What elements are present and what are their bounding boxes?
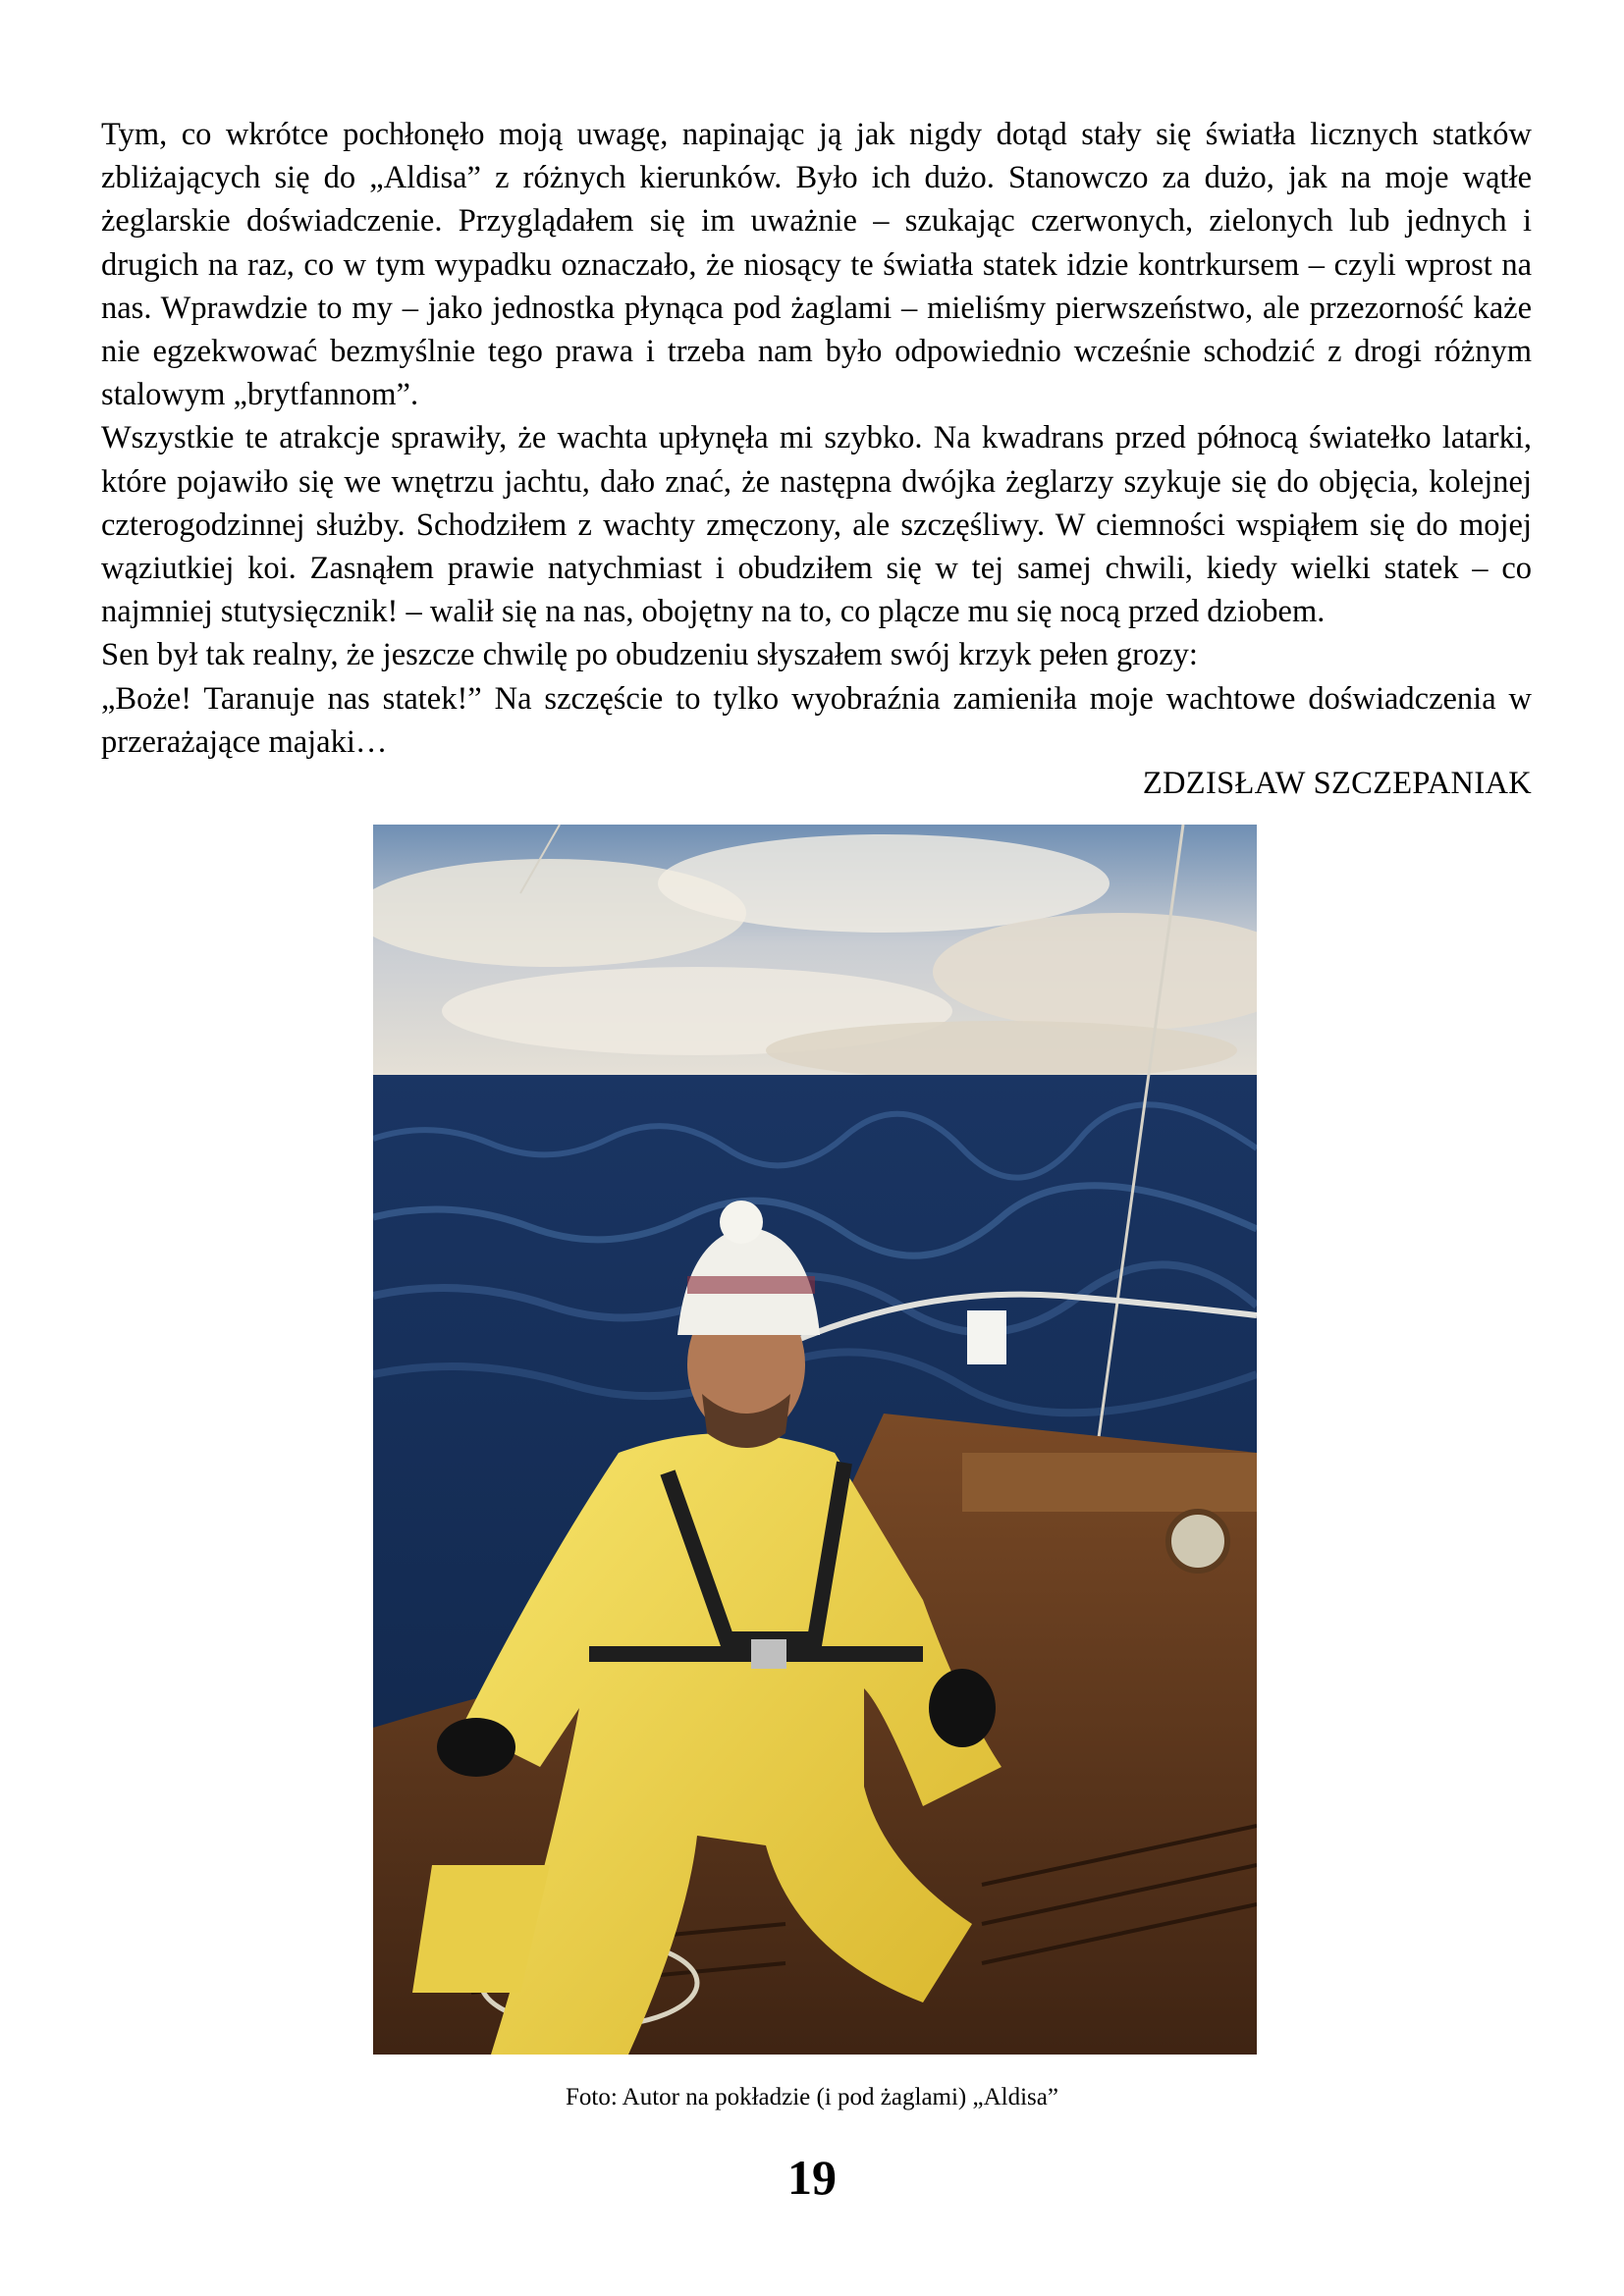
photo-caption: Foto: Autor na pokładzie (i pod żaglami) „Aldisa” bbox=[566, 2084, 1058, 2110]
paragraph-1: Tym, co wkrótce pochłonęło moją uwagę, napinając ją jak nigdy dotąd stały się światła licznych statków zbliżających się do „Aldisa” z różnych kierunków. Było ich dużo. Stanowczo za dużo, jak na moje wątłe żeglarskie doświadczenie. Przyglądałem się im uważnie – szukając czerwonych, zielonych lub jednych i drugich na raz, co w tym wypadku oznaczało, że niosący te światła statek idzie kontrkursem – czyli wprost na nas. Wprawdzie to my – jako jednostka płynąca pod żaglami – mieliśmy pierwszeństwo, ale przezorność każe nie egzekwować bezmyślnie tego prawa i trzeba nam było odpowiednio wcześnie schodzić z drogi różnym stalowym „brytfannom”. bbox=[101, 117, 1532, 413]
photo-illustration bbox=[373, 825, 1257, 2055]
paragraph-3: Sen był tak realny, że jeszcze chwilę po obudzeniu słyszałem swój krzyk pełen grozy: bbox=[101, 637, 1198, 673]
paragraph-4: „Boże! Taranuje nas statek!” Na szczęście to tylko wyobraźnia zamieniła moje wachtowe doświadczenia w przerażające majaki… bbox=[101, 680, 1532, 760]
author-signature: ZDZISŁAW SZCZEPANIAK bbox=[1142, 766, 1532, 801]
page-number: 19 bbox=[787, 2150, 837, 2205]
article-body bbox=[101, 113, 1532, 764]
paragraph-2: Wszystkie te atrakcje sprawiły, że wachta upłynęła mi szybko. Na kwadrans przed północą światełko latarki, które pojawiło się we wnętrzu jachtu, dało znać, że następna dwójka żeglarzy szykuje się do objęcia, kolejnej czterogodzinnej służby. Schodziłem z wachty zmęczony, ale szczęśliwy. W ciemności wspiąłem się do mojej wąziutkiej koi. Zasnąłem prawie natychmiast i obudziłem się w tej samej chwili, kiedy wielki statek – co najmniej stutysięcznik! – walił się na nas, obojętny na to, co plącze mu się nocą przed dziobem. bbox=[101, 420, 1532, 630]
sailor-photo bbox=[373, 825, 1257, 2055]
